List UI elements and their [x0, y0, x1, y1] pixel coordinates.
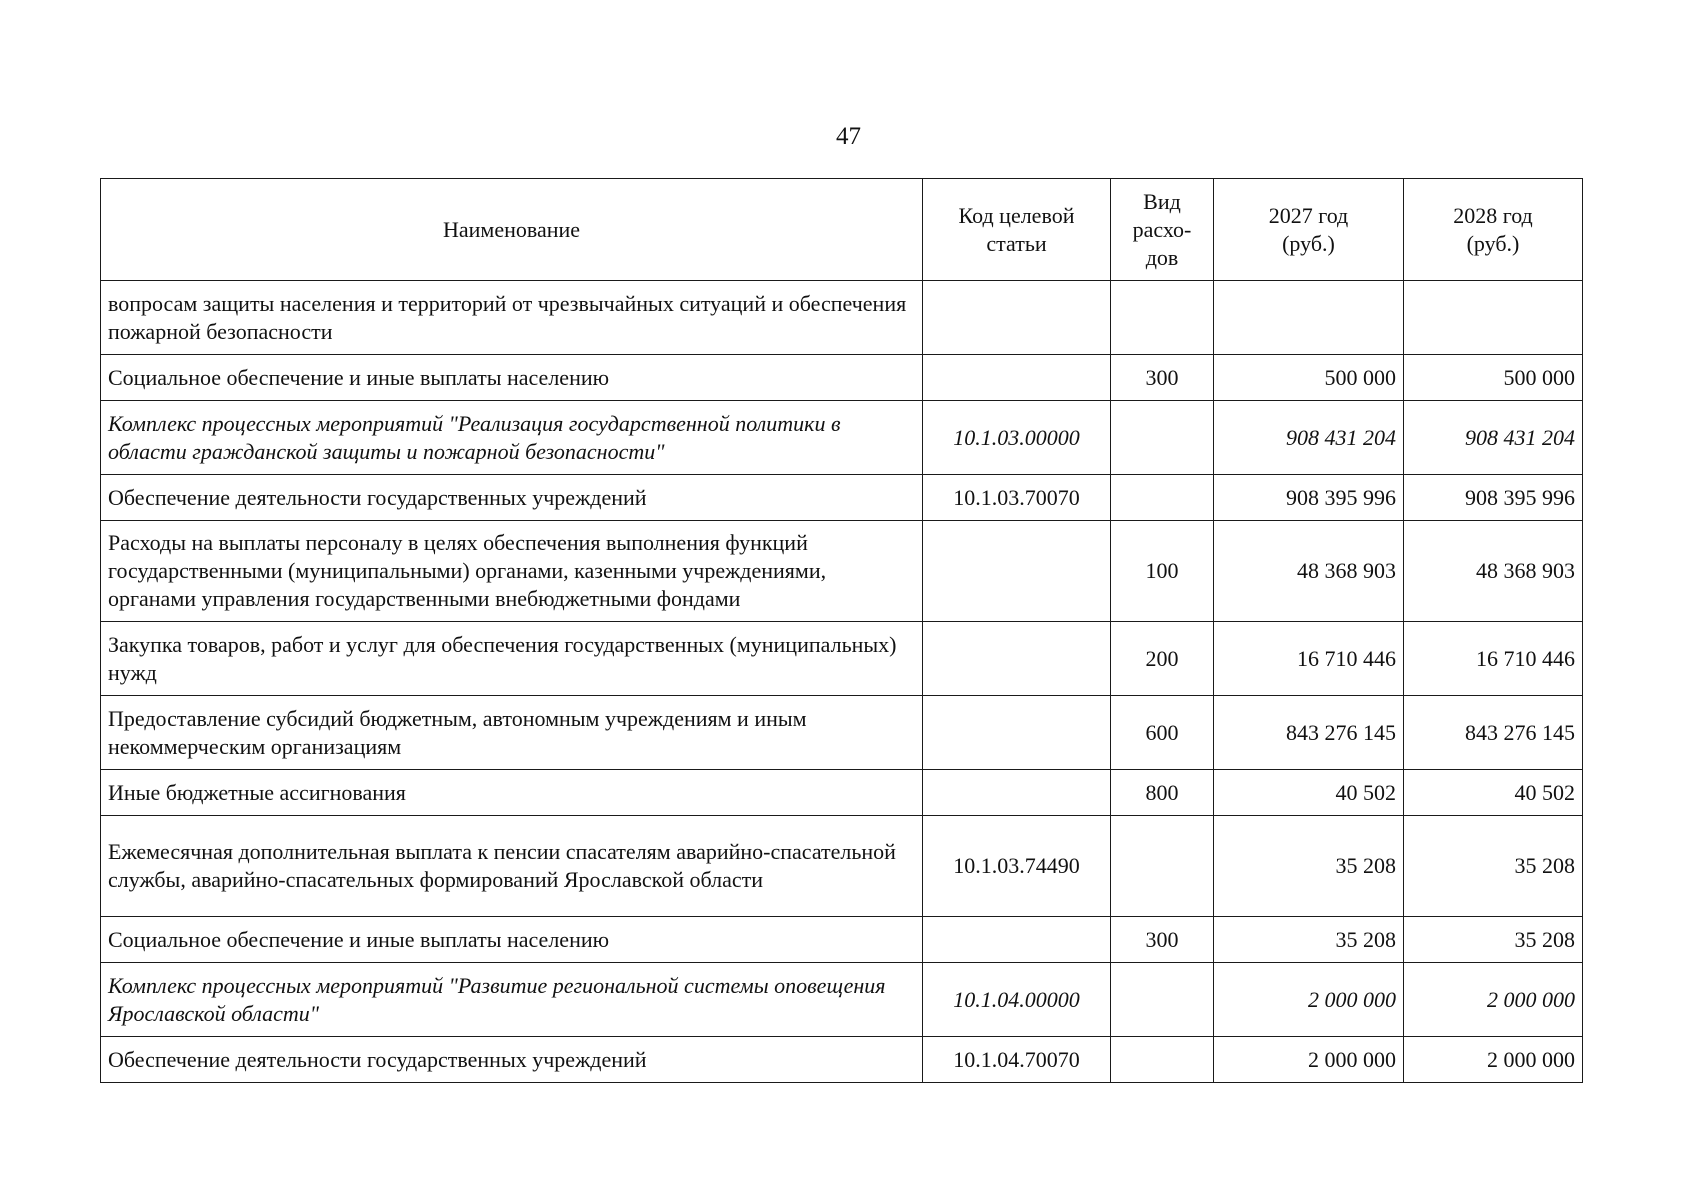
- cell-2027: 16 710 446: [1214, 622, 1404, 696]
- cell-code: 10.1.04.00000: [923, 963, 1111, 1037]
- cell-2027: 500 000: [1214, 355, 1404, 401]
- cell-name: Предоставление субсидий бюджетным, автономным учреждениям и иным некоммерческим организациям: [101, 696, 923, 770]
- table-row: [101, 770, 1583, 816]
- table-row: [101, 355, 1583, 401]
- cell-kind: [1111, 1037, 1214, 1083]
- cell-2027: [1214, 281, 1404, 355]
- cell-2028: 35 208: [1404, 917, 1583, 963]
- cell-name: Социальное обеспечение и иные выплаты населению: [101, 917, 923, 963]
- cell-code: 10.1.03.74490: [923, 816, 1111, 917]
- cell-code: [923, 917, 1111, 963]
- cell-2027: 40 502: [1214, 770, 1404, 816]
- cell-code: [923, 281, 1111, 355]
- cell-code: [923, 622, 1111, 696]
- header-code: Код целевой статьи: [923, 179, 1111, 281]
- cell-2027: 908 395 996: [1214, 475, 1404, 521]
- cell-name: Обеспечение деятельности государственных учреждений: [101, 1037, 923, 1083]
- cell-2028: 35 208: [1404, 816, 1583, 917]
- cell-name: Закупка товаров, работ и услуг для обеспечения государственных (муниципальных) нужд: [101, 622, 923, 696]
- cell-name: Иные бюджетные ассигнования: [101, 770, 923, 816]
- cell-kind: [1111, 401, 1214, 475]
- cell-2028: 908 431 204: [1404, 401, 1583, 475]
- cell-2028: 40 502: [1404, 770, 1583, 816]
- cell-code: [923, 355, 1111, 401]
- table-row: [101, 475, 1583, 521]
- table-header-row: [101, 179, 1583, 281]
- header-name: Наименование: [101, 179, 923, 281]
- header-2028: 2028 год (руб.): [1404, 179, 1583, 281]
- cell-2028: 843 276 145: [1404, 696, 1583, 770]
- cell-2027: 843 276 145: [1214, 696, 1404, 770]
- budget-table: [100, 178, 1583, 1083]
- cell-2027: 908 431 204: [1214, 401, 1404, 475]
- cell-kind: 300: [1111, 355, 1214, 401]
- cell-2027: 48 368 903: [1214, 521, 1404, 622]
- cell-kind: 100: [1111, 521, 1214, 622]
- cell-2028: 48 368 903: [1404, 521, 1583, 622]
- table-row: [101, 1037, 1583, 1083]
- cell-code: 10.1.03.70070: [923, 475, 1111, 521]
- table-row: [101, 521, 1583, 622]
- page-number: 47: [836, 123, 861, 150]
- cell-2028: 2 000 000: [1404, 963, 1583, 1037]
- cell-code: [923, 521, 1111, 622]
- cell-name: Комплекс процессных мероприятий "Реализация государственной политики в области гражданской защиты и пожарной безопасности": [101, 401, 923, 475]
- cell-name: Обеспечение деятельности государственных учреждений: [101, 475, 923, 521]
- cell-code: 10.1.04.70070: [923, 1037, 1111, 1083]
- table-row: [101, 401, 1583, 475]
- table-row: [101, 917, 1583, 963]
- cell-2028: 908 395 996: [1404, 475, 1583, 521]
- cell-2027: 35 208: [1214, 917, 1404, 963]
- cell-kind: [1111, 816, 1214, 917]
- table-row: [101, 622, 1583, 696]
- cell-code: [923, 770, 1111, 816]
- cell-kind: 300: [1111, 917, 1214, 963]
- cell-kind: [1111, 281, 1214, 355]
- cell-2027: 2 000 000: [1214, 963, 1404, 1037]
- cell-kind: [1111, 963, 1214, 1037]
- cell-name: Ежемесячная дополнительная выплата к пенсии спасателям аварийно-спасательной службы, аварийно-спасательных формирований Ярославской области: [101, 816, 923, 917]
- cell-2028: 16 710 446: [1404, 622, 1583, 696]
- table-row: [101, 963, 1583, 1037]
- cell-code: 10.1.03.00000: [923, 401, 1111, 475]
- cell-kind: [1111, 475, 1214, 521]
- cell-2028: 2 000 000: [1404, 1037, 1583, 1083]
- cell-2027: 35 208: [1214, 816, 1404, 917]
- header-2027: 2027 год (руб.): [1214, 179, 1404, 281]
- cell-kind: 600: [1111, 696, 1214, 770]
- cell-code: [923, 696, 1111, 770]
- cell-2028: [1404, 281, 1583, 355]
- table-row: [101, 816, 1583, 917]
- cell-name: Комплекс процессных мероприятий "Развитие региональной системы оповещения Ярославской области": [101, 963, 923, 1037]
- cell-name: Социальное обеспечение и иные выплаты населению: [101, 355, 923, 401]
- cell-kind: 200: [1111, 622, 1214, 696]
- table-row: [101, 696, 1583, 770]
- cell-2027: 2 000 000: [1214, 1037, 1404, 1083]
- cell-name: Расходы на выплаты персоналу в целях обеспечения выполнения функций государственными (муниципальными) органами, казенными учреждениями, органами управления государственными внебюджетными фондами: [101, 521, 923, 622]
- cell-2028: 500 000: [1404, 355, 1583, 401]
- cell-name: вопросам защиты населения и территорий от чрезвычайных ситуаций и обеспечения пожарной безопасности: [101, 281, 923, 355]
- table-row: [101, 281, 1583, 355]
- header-kind: Вид расхо- дов: [1111, 179, 1214, 281]
- cell-kind: 800: [1111, 770, 1214, 816]
